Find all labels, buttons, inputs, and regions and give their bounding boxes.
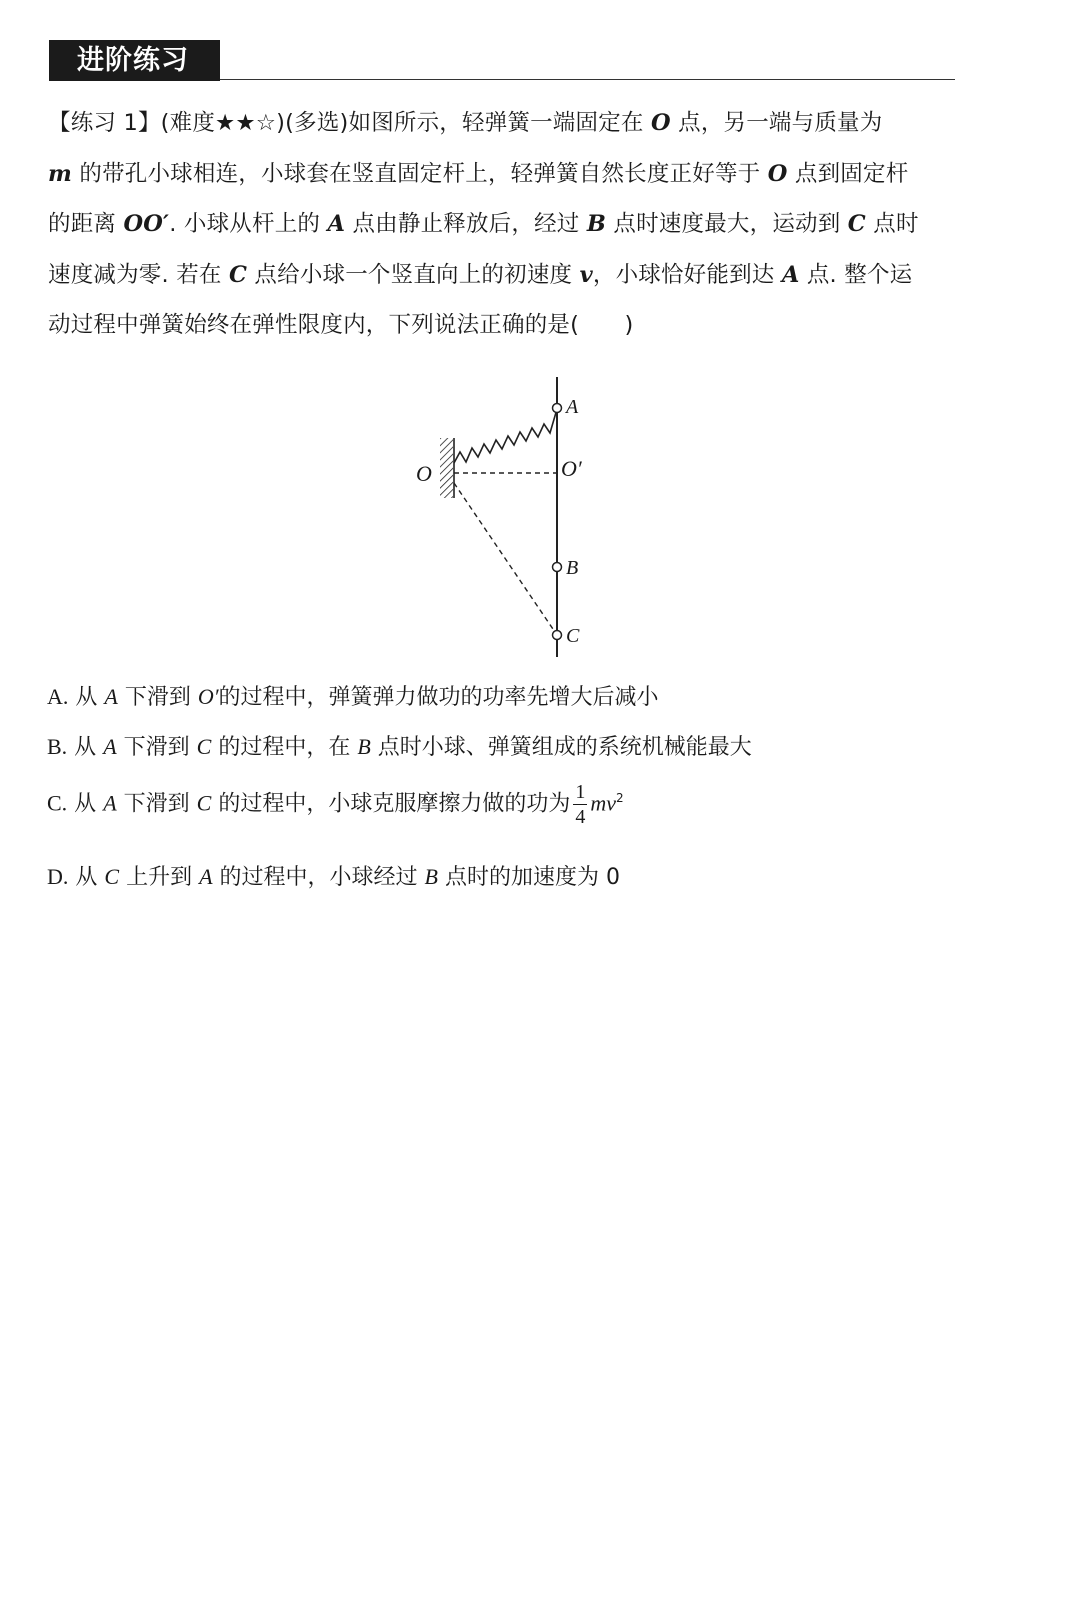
question-text [48, 98, 963, 351]
question-line-4 [48, 250, 963, 301]
spring-rod-diagram [400, 365, 610, 665]
exponent: 2 [615, 791, 624, 806]
text-segment: 速度减为零. 若在 [48, 261, 229, 288]
text-segment: 动过程中弹簧始终在弹性限度内，下列说法正确的是( ) [48, 312, 634, 338]
label-O-prime: O′ [561, 456, 582, 481]
text-segment: 的过程中，在 [211, 735, 358, 760]
symbol-A: A [781, 261, 800, 288]
symbol-m: m [48, 160, 73, 187]
option-b-label: B. [47, 734, 68, 759]
question-line-2 [48, 149, 963, 200]
text-segment: 点，另一端与质量为 [670, 110, 883, 136]
symbol-B: B [424, 864, 438, 889]
text-segment: ，小球恰好能到达 [592, 261, 782, 288]
text-segment: 点时小球、弹簧组成的系统机械能最大 [370, 735, 752, 760]
point-B-ring [553, 563, 562, 572]
text-segment: 的过程中，小球克服摩擦力做的功为 [211, 791, 571, 817]
section-divider [220, 79, 955, 80]
symbol-C: C [196, 734, 212, 759]
text-segment: 下滑到 [116, 735, 197, 760]
question-line-1 [48, 98, 963, 149]
question-line-3 [48, 199, 963, 250]
fraction-numerator: 1 [575, 781, 586, 803]
symbol-A: A [103, 790, 117, 816]
label-C: C [566, 625, 580, 647]
fraction [573, 780, 587, 829]
text-segment: 从 [68, 865, 105, 890]
option-d[interactable] [47, 860, 620, 891]
question-line-5 [48, 300, 963, 351]
point-C-ring [553, 631, 562, 640]
text-segment: 点时的加速度为 0 [437, 865, 620, 890]
symbol-A: A [104, 684, 118, 709]
option-c[interactable] [47, 780, 624, 829]
text-segment: 点到固定杆 [787, 160, 909, 187]
text-segment: 点给小球一个竖直向上的初速度 [247, 261, 580, 288]
symbol-B: B [357, 734, 371, 759]
spring [454, 409, 557, 463]
text-segment: 点时 [865, 211, 919, 237]
label-B: B [566, 557, 579, 579]
symbol-O-prime: O′ [197, 684, 219, 709]
option-b[interactable] [47, 730, 752, 761]
text-segment: 下滑到 [116, 791, 197, 817]
symbol-OO-prime: OO′ [123, 211, 170, 237]
text-segment: 下滑到 [117, 685, 198, 710]
text-segment: 的距离 [48, 211, 124, 237]
symbol-A: A [327, 211, 346, 237]
text-segment: 点时速度最大，运动到 [606, 211, 848, 237]
option-c-label: C. [47, 790, 68, 816]
option-a-label: A. [47, 684, 69, 709]
symbol-C: C [104, 864, 120, 889]
symbol-A: A [199, 864, 213, 889]
point-A-ring [553, 404, 562, 413]
option-a[interactable] [47, 680, 659, 711]
symbol-C: C [228, 261, 248, 288]
symbol-O: O [767, 160, 788, 187]
text-segment: 上升到 [119, 865, 200, 890]
label-A: A [566, 396, 579, 418]
option-d-label: D. [47, 864, 69, 889]
dashed-line-OC [454, 483, 557, 635]
text-segment: 从 [68, 685, 105, 710]
text-segment: . 小球从杆上的 [169, 211, 328, 237]
text-segment: 从 [67, 791, 104, 817]
text-segment: 的过程中，弹簧弹力做功的功率先增大后减小 [218, 685, 659, 710]
expression-mv: mv [590, 790, 616, 816]
text-segment: 的过程中，小球经过 [212, 865, 425, 890]
symbol-C: C [196, 790, 212, 816]
text-segment: 从 [67, 735, 104, 760]
symbol-v: v [579, 261, 593, 288]
text-segment: 【练习 1】(难度★★☆)(多选)如图所示，轻弹簧一端固定在 [48, 110, 651, 136]
fixed-wall [440, 438, 453, 498]
fraction-denominator: 4 [575, 806, 586, 828]
symbol-B: B [586, 211, 607, 237]
text-segment: 的带孔小球相连，小球套在竖直固定杆上，轻弹簧自然长度正好等于 [72, 160, 768, 187]
text-segment: 点. 整个运 [799, 261, 913, 288]
text-segment: 点由静止释放后，经过 [345, 211, 587, 237]
symbol-O: O [650, 110, 671, 136]
label-O: O [416, 461, 432, 486]
symbol-C: C [847, 211, 866, 237]
symbol-A: A [103, 734, 117, 759]
section-title: 进阶练习 [49, 40, 220, 81]
